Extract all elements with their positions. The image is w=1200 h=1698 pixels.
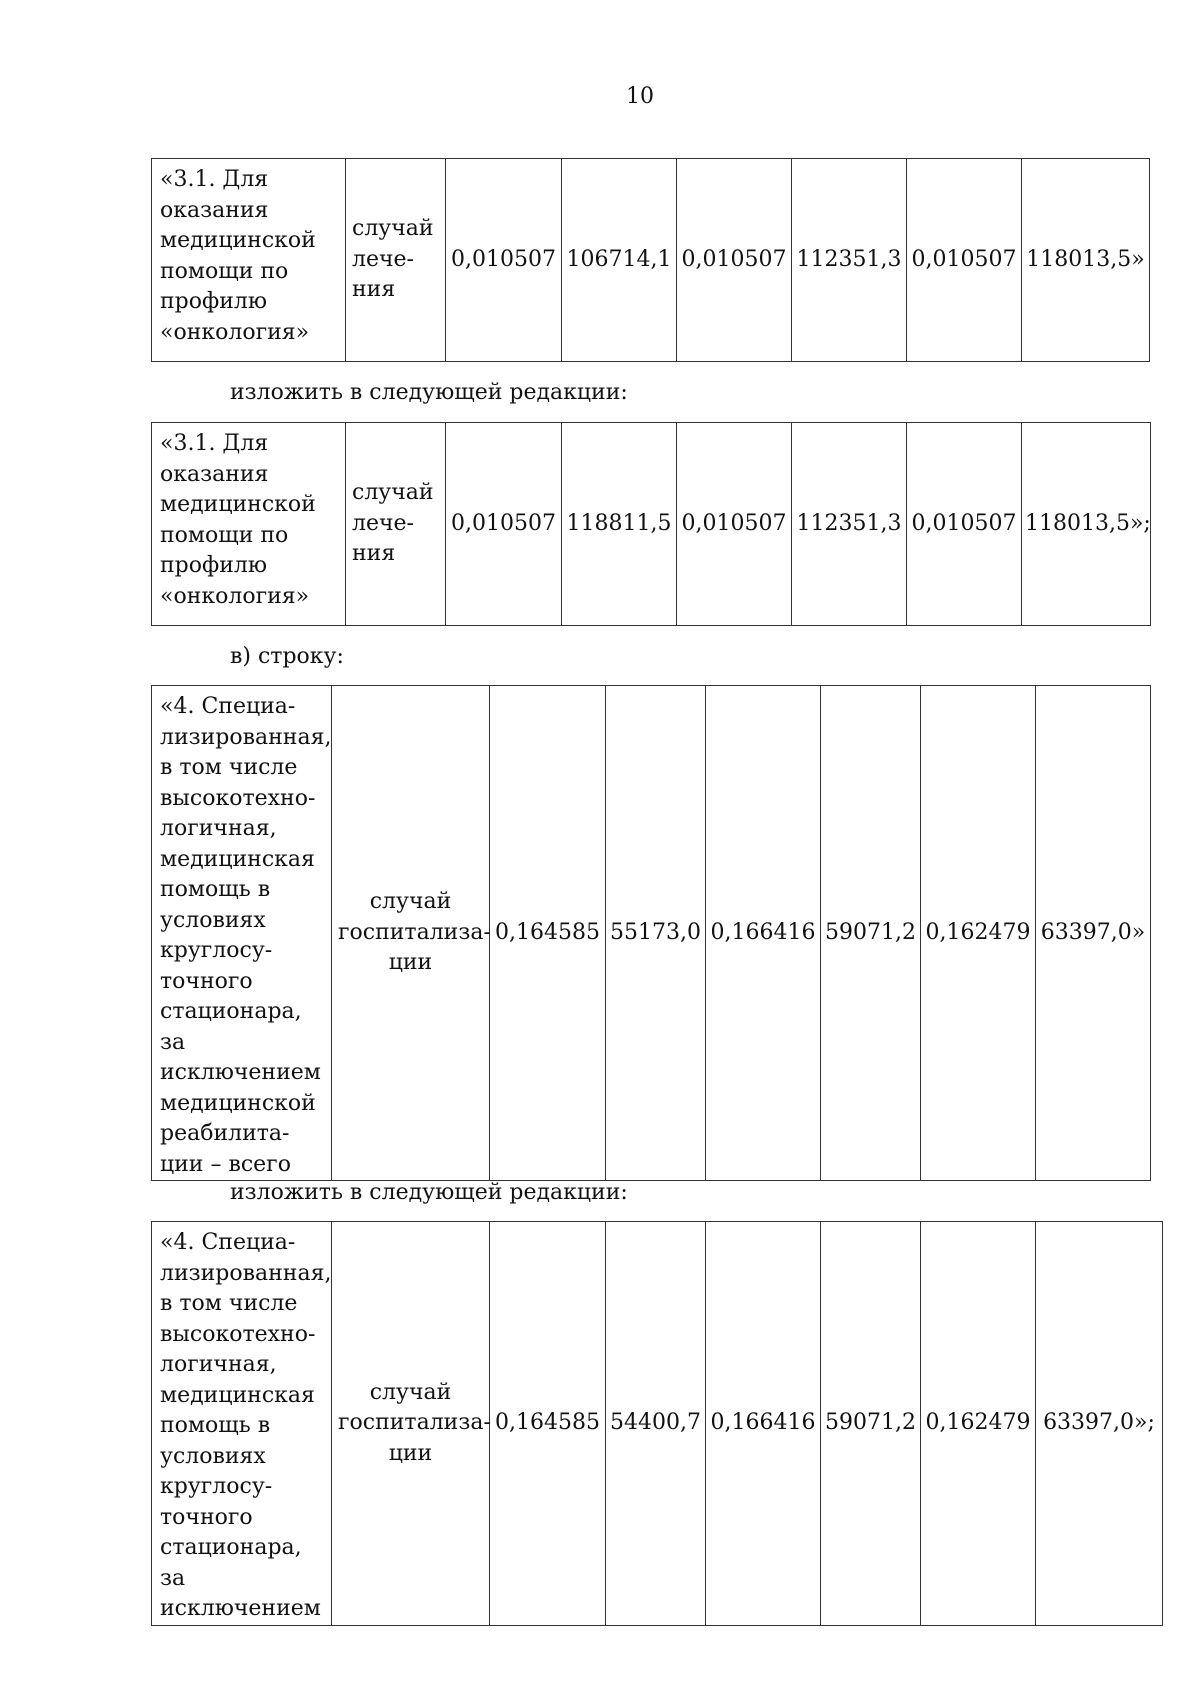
unit-cell: случай лече- ния	[346, 159, 446, 362]
value-cell: 0,164585	[490, 1222, 606, 1626]
value-cell: 0,166416	[706, 1222, 821, 1626]
row-name-cell: «3.1. Для оказания медицинской помощи по профилю «онкология»	[152, 423, 346, 626]
row-name-cell: «3.1. Для оказания медицинской помощи по профилю «онкология»	[152, 159, 346, 362]
value-cell: 63397,0»	[1036, 686, 1151, 1181]
value-cell: 112351,3	[792, 423, 907, 626]
value-cell: 0,010507	[446, 423, 562, 626]
table-row	[152, 159, 1150, 362]
value-cell: 0,162479	[921, 686, 1036, 1181]
value-cell: 0,010507	[907, 159, 1022, 362]
value-cell: 0,164585	[490, 686, 606, 1181]
value-cell: 112351,3	[792, 159, 907, 362]
value-cell: 55173,0	[606, 686, 706, 1181]
value-cell: 0,010507	[677, 423, 792, 626]
value-cell: 118013,5»;	[1022, 423, 1151, 626]
value-cell: 0,010507	[446, 159, 562, 362]
value-cell: 63397,0»;	[1036, 1222, 1163, 1626]
table-row-4-old	[151, 685, 1151, 1181]
row-name-cell: «4. Специа- лизированная, в том числе высокотехно- логичная, медицинская помощь в условиях круглосу- точного стационара, за исключением медицинской реабилита- ции – всего	[152, 686, 332, 1181]
paragraph-row-label: в) строку:	[230, 644, 344, 669]
row-name-cell: «4. Специа- лизированная, в том числе высокотехно- логичная, медицинская помощь в условиях круглосу- точного стационара, за исключением	[152, 1222, 332, 1626]
unit-cell: случай госпитализа- ции	[332, 1222, 490, 1626]
unit-cell: случай госпитализа- ции	[332, 686, 490, 1181]
value-cell: 59071,2	[821, 686, 921, 1181]
table-row-3-1-old	[151, 158, 1150, 362]
paragraph-edit-note-1: изложить в следующей редакции:	[230, 380, 628, 405]
value-cell: 59071,2	[821, 1222, 921, 1626]
paragraph-edit-note-2: изложить в следующей редакции:	[230, 1180, 628, 1205]
value-cell: 0,010507	[677, 159, 792, 362]
value-cell: 118013,5»	[1022, 159, 1150, 362]
value-cell: 106714,1	[562, 159, 677, 362]
table-row	[152, 686, 1151, 1181]
table-row	[152, 1222, 1163, 1626]
value-cell: 118811,5	[562, 423, 677, 626]
page-number: 10	[626, 84, 654, 109]
value-cell: 54400,7	[606, 1222, 706, 1626]
value-cell: 0,162479	[921, 1222, 1036, 1626]
table-row-4-new	[151, 1221, 1163, 1626]
table-row	[152, 423, 1151, 626]
value-cell: 0,166416	[706, 686, 821, 1181]
value-cell: 0,010507	[907, 423, 1022, 626]
table-row-3-1-new	[151, 422, 1151, 626]
unit-cell: случай лече- ния	[346, 423, 446, 626]
